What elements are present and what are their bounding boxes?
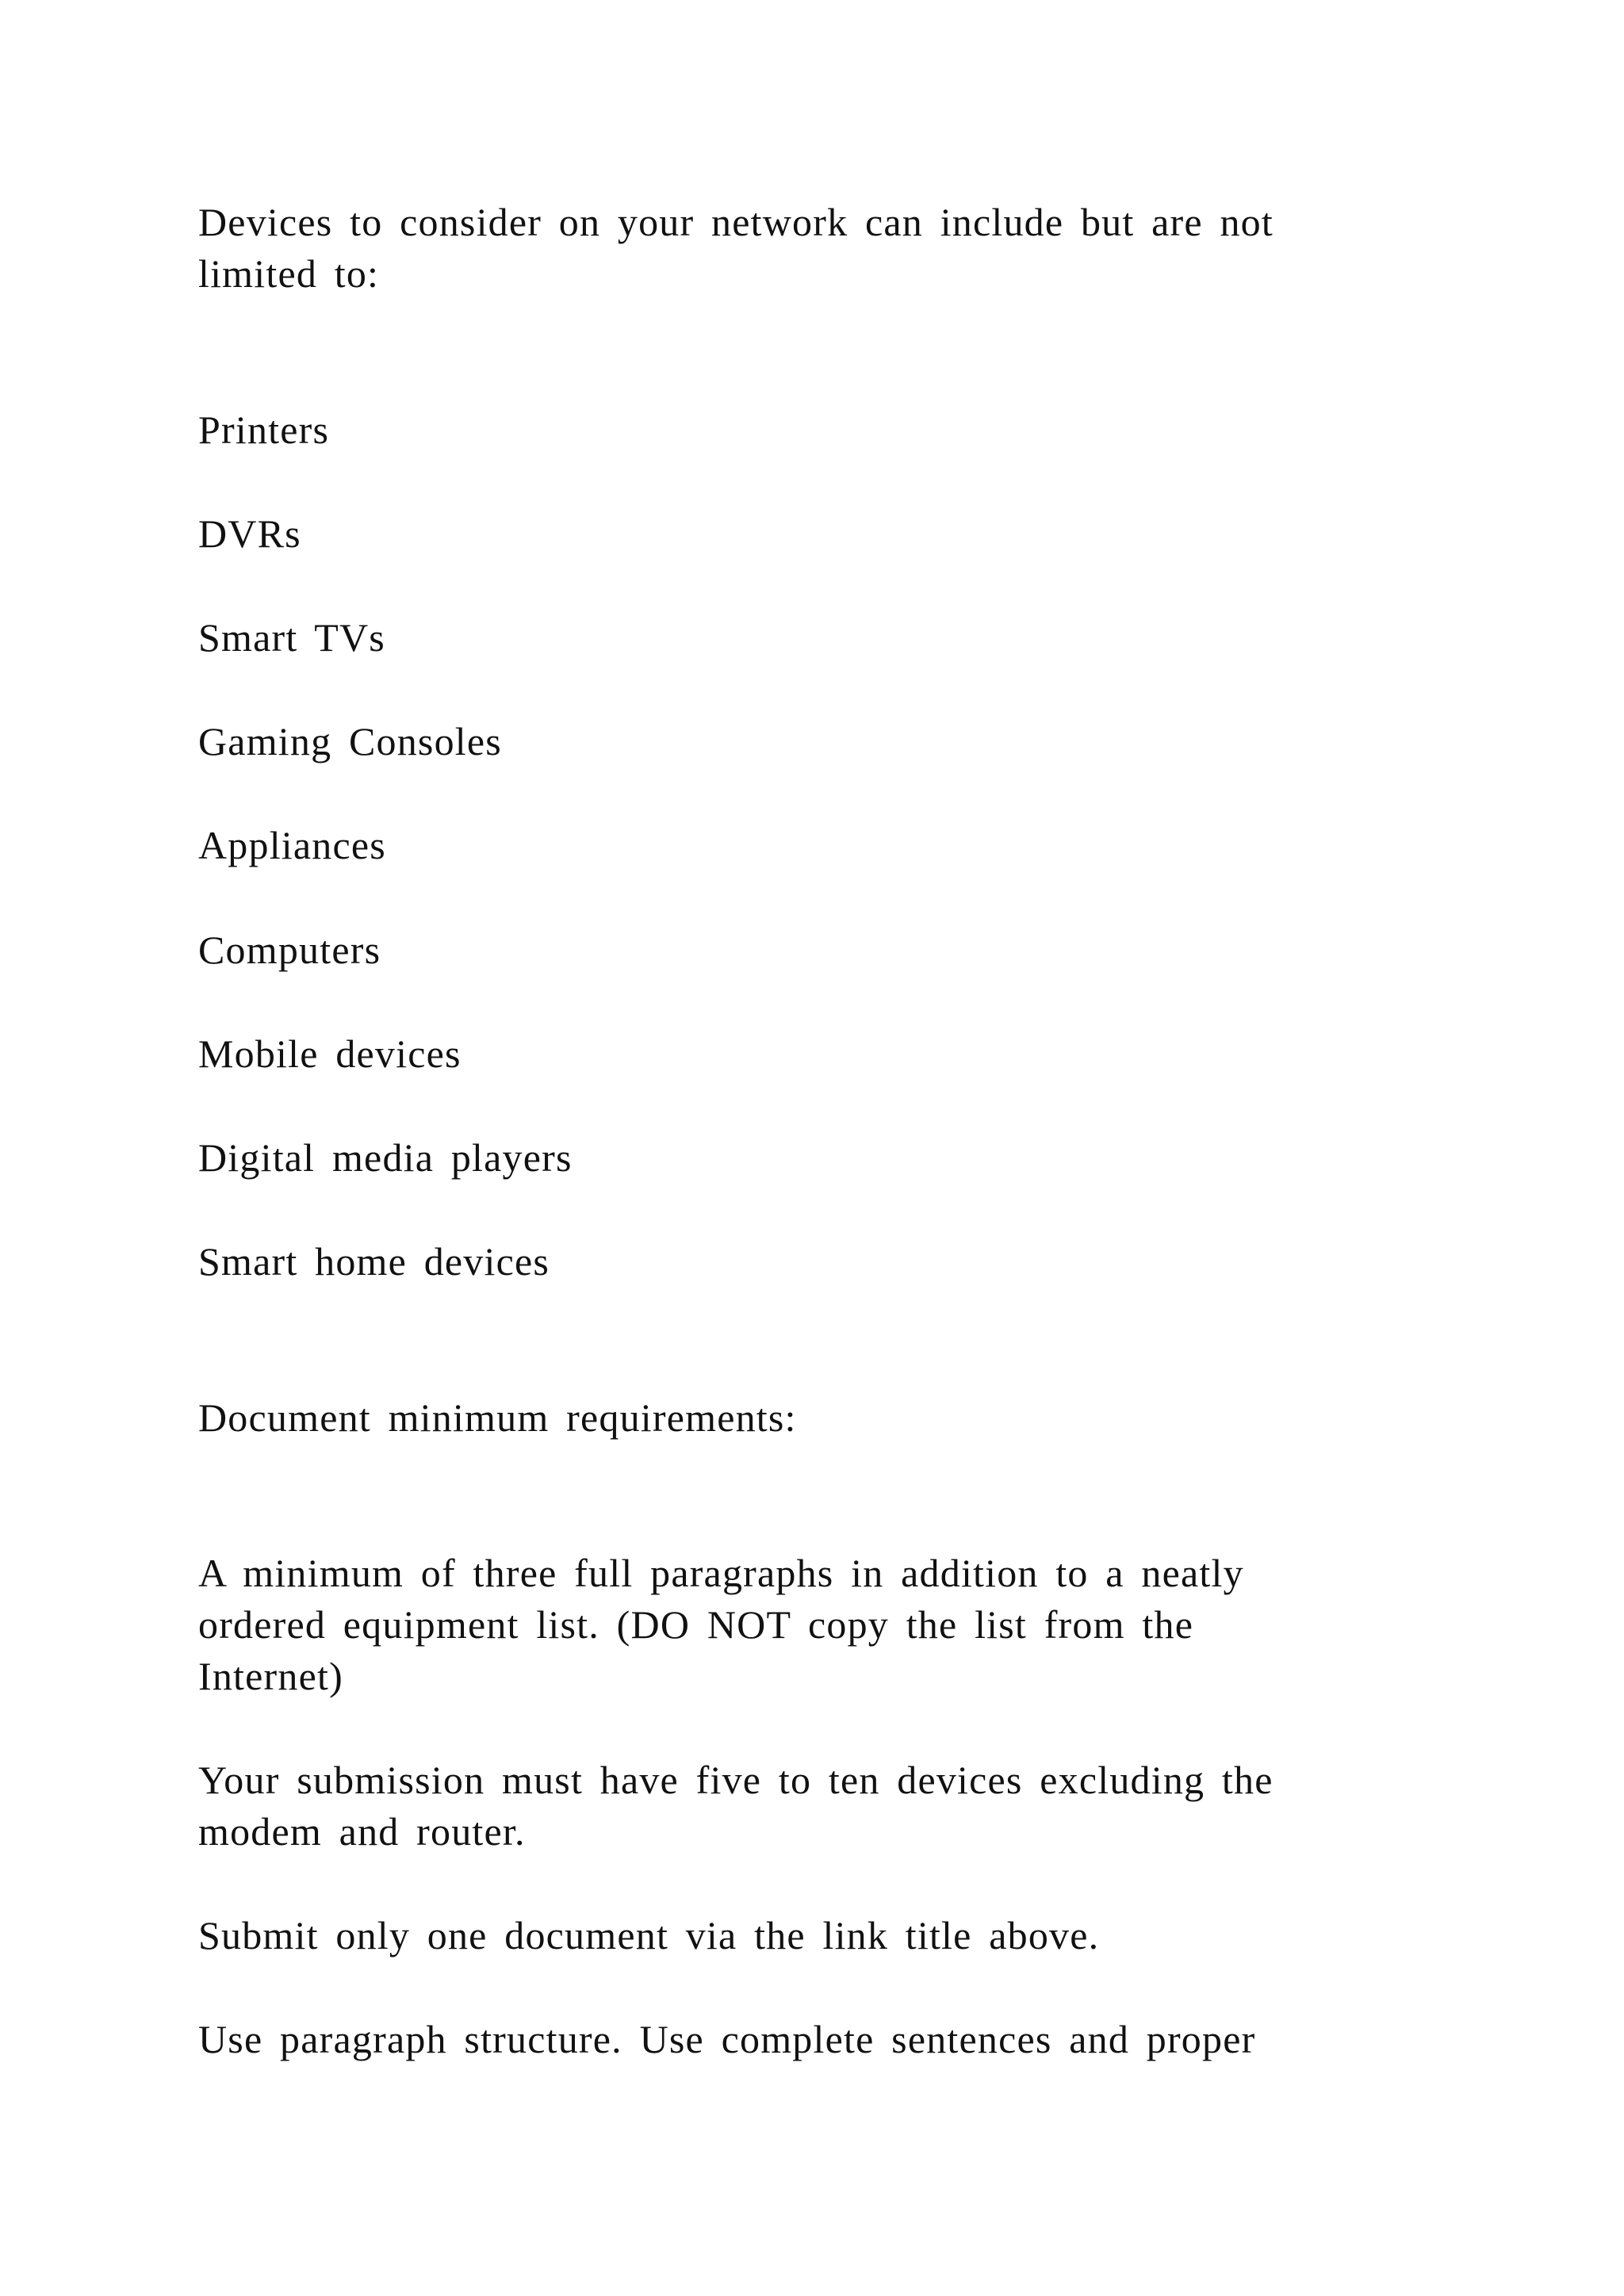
list-item: Smart home devices xyxy=(198,1239,550,1284)
requirement-line: A minimum of three full paragraphs in addition to a neatly xyxy=(198,1551,1244,1595)
list-item: Printers xyxy=(198,408,330,452)
intro-line-1: Devices to consider on your network can include but are not xyxy=(198,200,1274,244)
requirement-line: Use paragraph structure. Use complete sentences and proper xyxy=(198,2017,1256,2061)
list-item: DVRs xyxy=(198,511,301,556)
list-item: Computers xyxy=(198,928,381,972)
requirement-line: modem and router. xyxy=(198,1809,526,1854)
requirement-line: Submit only one document via the link title above. xyxy=(198,1913,1100,1957)
requirement-line: Your submission must have five to ten devices excluding the xyxy=(198,1758,1274,1802)
requirement-line: ordered equipment list. (DO NOT copy the list from the xyxy=(198,1602,1194,1647)
intro-line-2: limited to: xyxy=(198,251,380,296)
list-item: Gaming Consoles xyxy=(198,719,502,763)
requirements-heading: Document minimum requirements: xyxy=(198,1395,797,1440)
list-item: Smart TVs xyxy=(198,615,385,660)
requirement-line: Internet) xyxy=(198,1654,343,1698)
list-item: Appliances xyxy=(198,823,386,867)
list-item: Digital media players xyxy=(198,1135,573,1180)
list-item: Mobile devices xyxy=(198,1031,462,1076)
